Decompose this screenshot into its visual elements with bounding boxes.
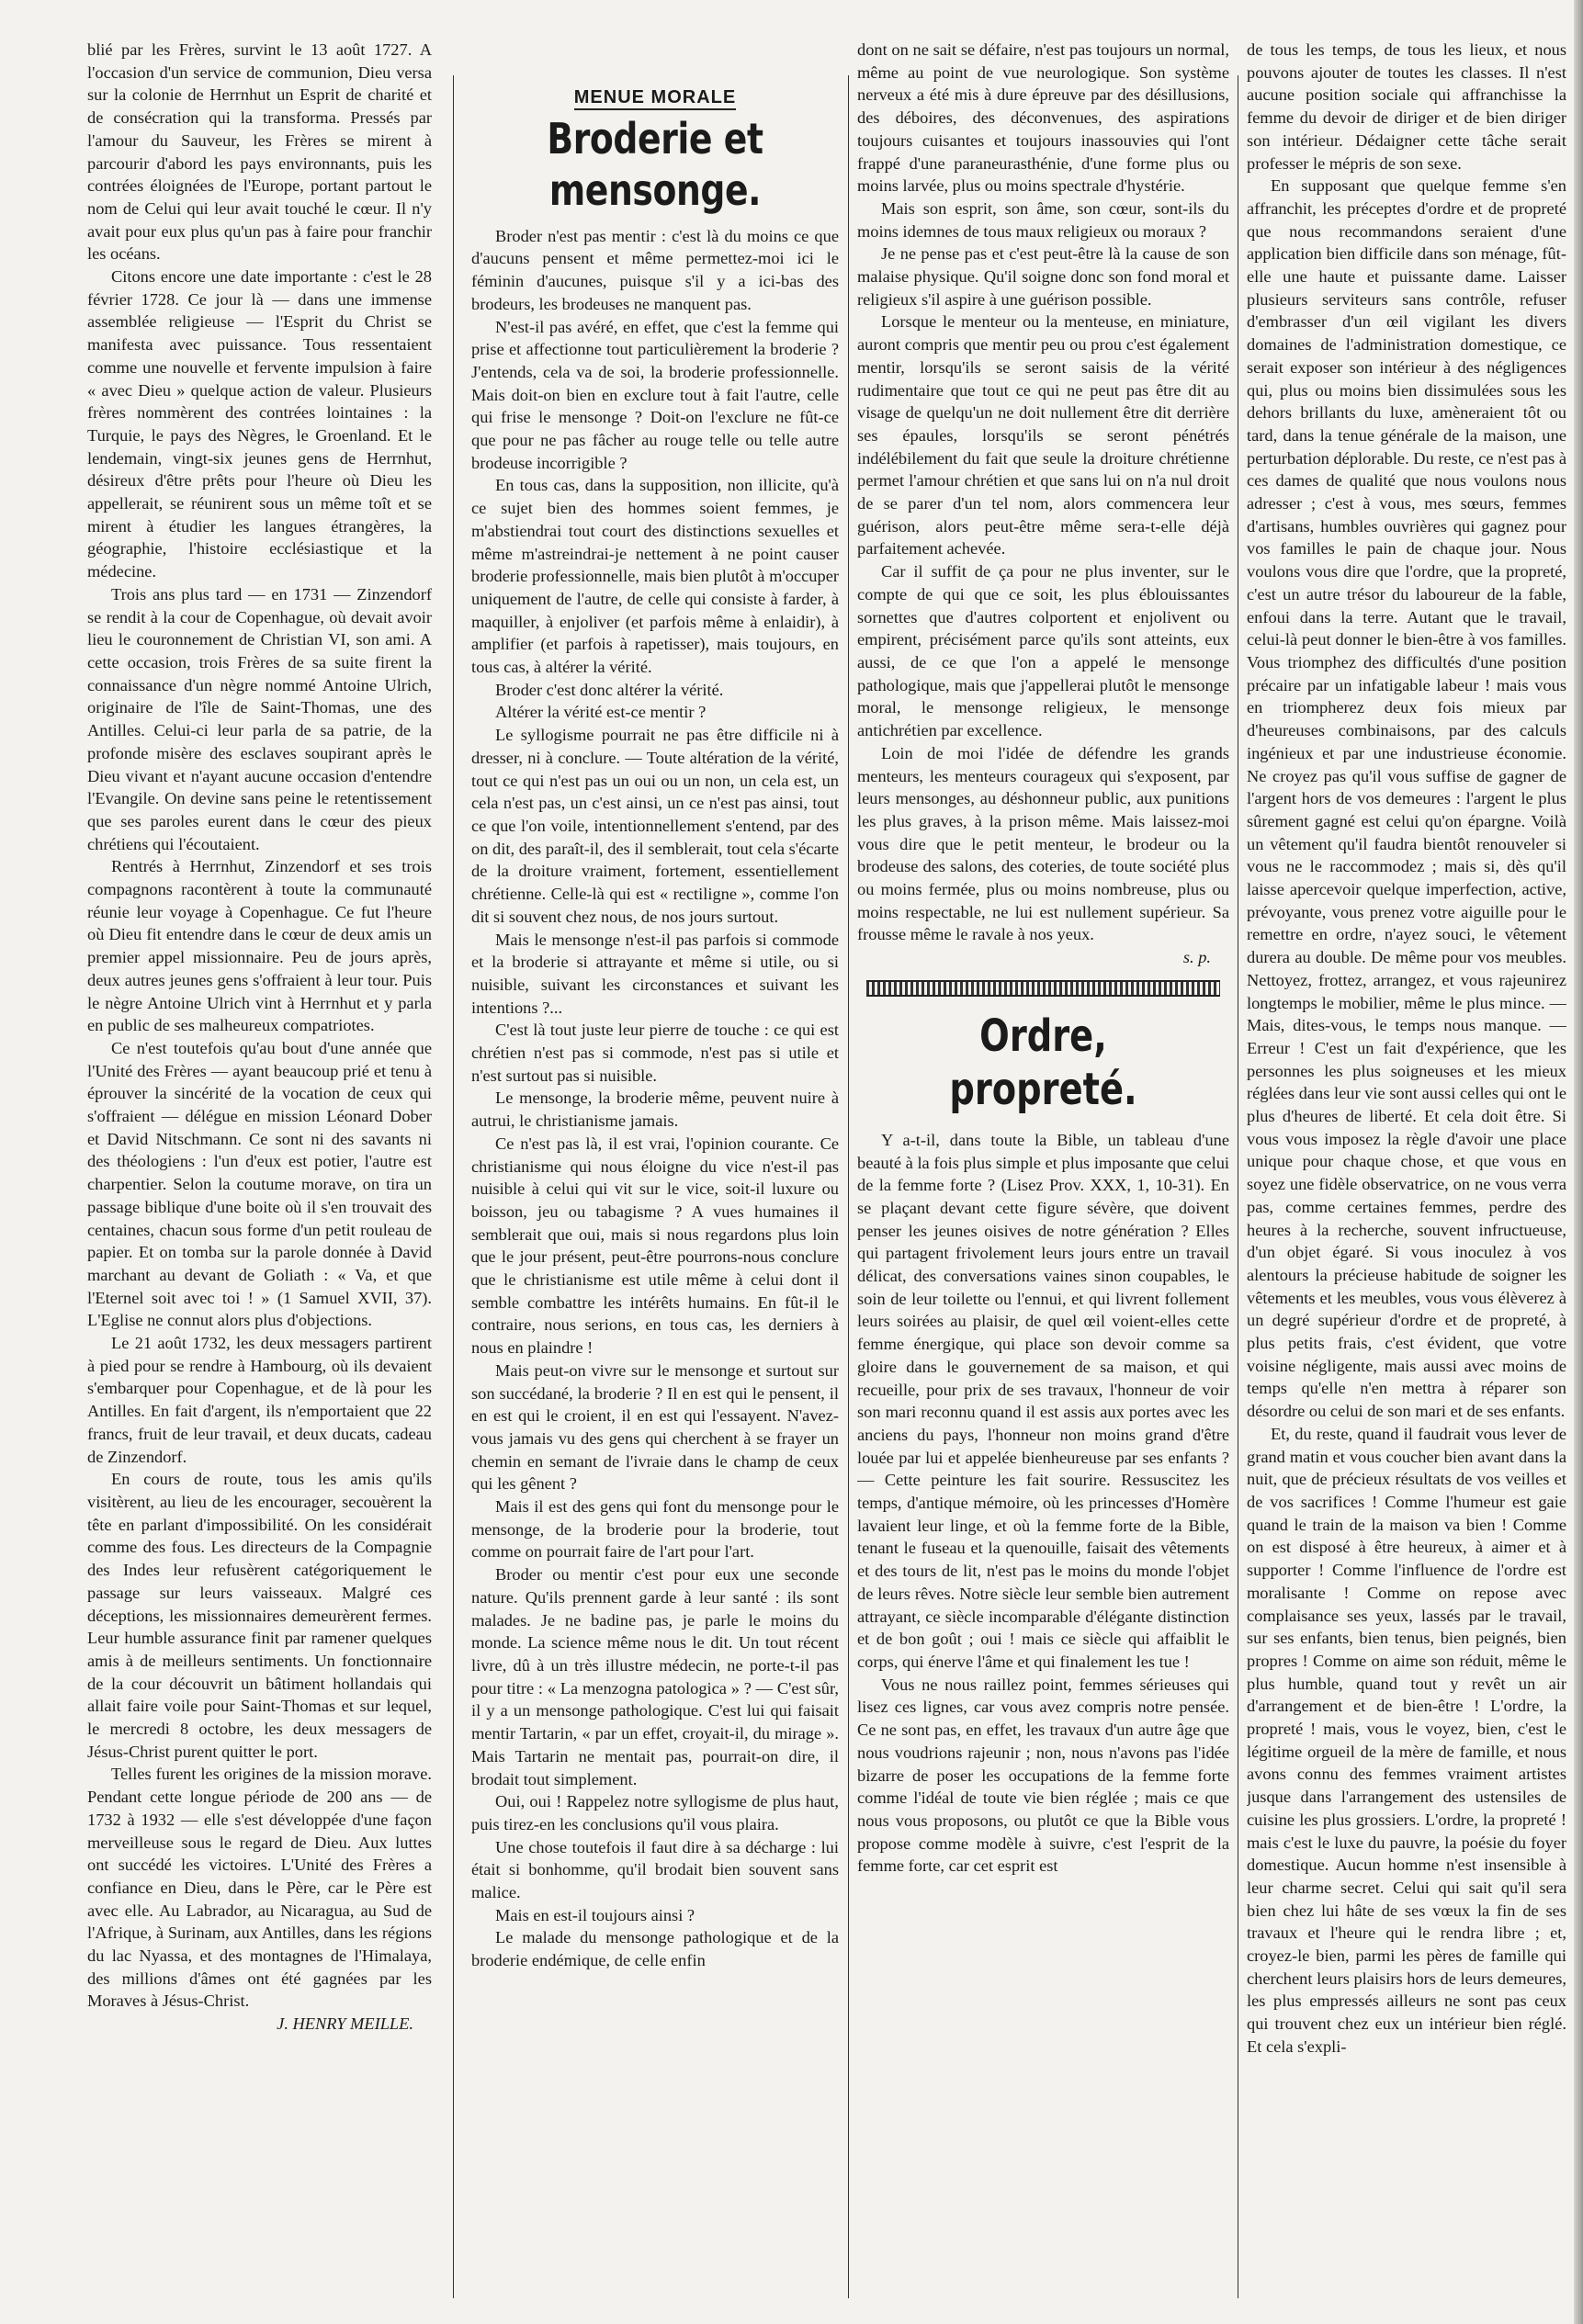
paragraph: Ce n'est pas là, il est vrai, l'opinion courante. Ce christianisme qui nous éloigne du vice n'est-il pas nuisible à celui qui vit sur le vice, soit-il luxure ou boisson, jeu ou tabagisme ? A vues humaines il semblerait que oui, mais si nous regardons plus loin que le jour présent, peut-être pourrons-nous conclure que le christianisme est utile même à celui dont il semble combattre les intérêts humains. En fût-il le contraire, nous serions, en tous cas, les derniers à nous en plaindre ! xyxy=(471,1134,839,1358)
paragraph: Vous ne nous raillez point, femmes sérieuses qui lisez ces lignes, car vous avez compris notre pensée. Ce ne sont pas, en effet, les travaux d'un autre âge que nous voudrions rajeunir ; non, nous n'avons pas l'idée bizarre de poser les occupations de la femme forte comme l'idéal de toute vie bien réglée ; mais ce que nous vous proposons, ou plutôt ce que la Bible vous propose comme modèle à suivre, c'est l'esprit de la femme forte, car cet esprit est xyxy=(857,1675,1229,1876)
paragraph: En tous cas, dans la supposition, non illicite, qu'à ce sujet bien des hommes soient femmes, je m'abstiendrai tout court des distinctions sexuelles et même m'astreindrai-je nettement à ne point causer broderie professionnelle, mais bien plutôt à m'occuper uniquement de l'autre, de celle qui consiste à farder, à maquiller, à enjoliver (et parfois même à enlaidir), à amplifier (et parfois à rapetisser), mais toujours, en tous cas, à altérer la vérité. xyxy=(471,476,839,677)
paragraph: de tous les temps, de tous les lieux, et nous pouvons ajouter de toutes les classes. Il n'est aucune position sociale qui affranchisse la femme du devoir de diriger et de bien diriger son intérieur. Dédaigner cette tâche serait professer le mépris de son sexe. xyxy=(1247,40,1566,173)
paragraph: Et, du reste, quand il faudrait vous lever de grand matin et vous coucher bien avant dans la nuit, que de précieux résultats de vos veilles et de vos sacrifices ! Comme l'humeur est gaie quand le train de la maison va bien ! Comme on est disposé à être heureux, à aimer et à supporter ! Comme l'influence de l'ordre est moralisante ! Comme on repose avec complaisance ses yeux, lassés par le travail, sur ses enfants, bien tenus, bien peignés, bien propres ! Comme on aime son réduit, même le plus humble, quand tout y revêt un air d'arrangement et de bien-être ! L'ordre, la propreté ! mais, vous le voyez, bien, c'est le légitime orgueil de la mère de famille, et nous avons connu des femmes vraiment artistes jusque dans l'arrangement des ustensiles de cuisine les plus grossiers. L'ordre, la propreté ! mais c'est le luxe du pauvre, la poésie du foyer domestique. Aucun homme n'est insensible à leur charme secret. Celui qui sait qu'il sera bien chez lui hâte de ses vœux la fin de ses travaux et l'heure qui le rendra libre ; et, croyez-le bien, parmi les pères de famille qui cherchent leurs plaisirs hors de leurs demeures, les plus empressés ailleurs ne sont pas ceux qui trouvent chez eux un intérieur bien réglé. Et cela s'expli- xyxy=(1247,1424,1566,2056)
paragraph: dont on ne sait se défaire, n'est pas toujours un normal, même au point de vue neurologique. Son système nerveux a été mis à dure épreuve par des désillusions, des déboires, des déconvenues, des aspirations toujours cuisantes et toujours inassouvies qui l'ont frappé d'une paraneurasthénie, d'une forme plus ou moins larvée, plus ou moins spectrale d'hystérie. xyxy=(857,40,1229,196)
column-4 xyxy=(1247,39,1566,2298)
paragraph: Lorsque le menteur ou la menteuse, en miniature, auront compris que mentir peu ou prou c'est également mentir, lorsqu'ils se seront saisis de la vérité rudimentaire que tout ce qui ne peut pas être dit au visage de quelqu'un ne doit nullement être dit derrière ses épaules, lorsqu'ils se seront pénétrés indélébilement du fait que seule la droiture chrétienne permet l'amour chrétien et que sans lui on n'a nul droit de se parer d'un tel nom, alors commencera leur guérison, alors peut-être même sera-t-elle déjà parfaitement achevée. xyxy=(857,312,1229,558)
paragraph: Citons encore une date importante : c'est le 28 février 1728. Ce jour là — dans une immense assemblée religieuse — l'Esprit du Christ se manifesta avec puissance. Tous ressentaient comme une nouvelle et fervente impulsion à faire « avec Dieu » quelque action de valeur. Plusieurs frères nommèrent des contrées lointaines : la Turquie, le pays des Nègres, le Groenland. Et le lendemain, vingt-six jeunes gens de Herrnhut, désireux d'être prêts pour l'heure où Dieu les appellerait, se réunirent sous un même toît et se mirent à étudier les langues étrangères, la géographie, l'histoire ecclésiastique et la médecine. xyxy=(87,267,432,581)
article-headline: Ordre, propreté. xyxy=(949,1010,1137,1115)
ornamental-divider xyxy=(866,980,1220,997)
paragraph: Broder ou mentir c'est pour eux une seconde nature. Qu'ils prennent garde à leur santé : ils sont malades. Je ne badine pas, je parle le moins du monde. La science même nous le dit. Un tout récent livre, dû à un très illustre médecin, ne porte-t-il pas pour titre : « La menzogna patologica » ? — C'est sûr, il y a un mensonge pathologique. C'est lui qui faisait mentir Tartarin, « par un effet, croyait-il, du mirage ». Mais Tartarin ne mentait pas, pourrait-on dire, il brodait tout simplement. xyxy=(471,1565,839,1788)
column-2 xyxy=(471,39,839,2298)
column-1 xyxy=(87,39,432,2298)
paragraph: Y a-t-il, dans toute la Bible, un tableau d'une beauté à la fois plus simple et plus imposante que celui de la femme forte ? (Lisez Prov. XXX, 1, 10-31). En se plaçant devant cette figure sévère, que doivent penser les jeunes oisives de notre génération ? Elles qui partagent frivolement leurs jours entre un travail délicat, des conversations vaines sinon coupables, le soin de leur toilette ou l'ennui, et qui livrent follement leurs soirées au plaisir, de quel œil voient-elles cette femme énergique, qui place son devoir comme sa gloire dans le gouvernement de sa maison, et qui recueille, pour prix de ses travaux, l'honneur de voir son mari reconnu quand il est assis aux portes avec les anciens du pays, l'honneur non moins grand d'être louée par lui et appelée bienheureuse par ses enfants ? — Cette peinture les fait sourire. Ressuscitez les temps, d'antique mémoire, où les princesses d'Homère lavaient leur linge, et où la femme forte de la Bible, tenant le fuseau et la quenouille, faisait des vêtements et des tours de lit, n'est pas le moins du monde l'objet de leurs rêves. Notre siècle leur semble bien autrement attrayant, ce siècle incomparable d'élégante distinction et de bon goût ; oui ! mais ce siècle qui affaiblit le corps, qui énerve l'âme et qui finalement les tue ! xyxy=(857,1130,1229,1671)
paragraph: Le 21 août 1732, les deux messagers partirent à pied pour se rendre à Hambourg, où ils devaient s'embarquer pour Copenhague, et de là pour les Antilles. En fait d'argent, ils n'emportaient que 22 francs, fruit de leur travail, et deux ducats, cadeau de Zinzendorf. xyxy=(87,1334,432,1466)
column-3 xyxy=(857,39,1229,2298)
paragraph: Je ne pense pas et c'est peut-être là la cause de son malaise physique. Qu'il soigne donc son fond moral et religieux s'il aspire à une guérison possible. xyxy=(857,244,1229,309)
section-rubric: MENUE MORALE xyxy=(471,86,839,109)
paragraph: Telles furent les origines de la mission morave. Pendant cette longue période de 200 ans — de 1732 à 1932 — elle s'est développée d'une façon merveilleuse sous le regard de Dieu. Aux luttes ont succédé les victoires. L'Unité des Frères a confiance en Dieu, dans le Père, car le Père est avec elle. Au Labrador, au Nicaragua, au Sud de l'Afrique, à Surinam, aux Antilles, dans les régions du lac Nyassa, et des montagnes de l'Himalaya, des millions d'âmes ont été gagnées par les Moraves à Jésus-Christ. xyxy=(87,1765,432,2011)
paragraph: Rentrés à Herrnhut, Zinzendorf et ses trois compagnons racontèrent à toute la communauté réunie leur voyage à Copenhague. Ce fut l'heure où Dieu fit entendre dans le cœur de deux amis un premier appel missionnaire. Peu de jours après, deux autres jeunes gens s'offraient à leur tour. Puis le nègre Antoine Ulrich vint à Herrnhut et y parla en public de ses malheureux compatriotes. xyxy=(87,857,432,1035)
paragraph: Mais son esprit, son âme, son cœur, sont-ils du moins idemnes de tous maux religieux ou moraux ? xyxy=(857,198,1229,241)
paragraph: Trois ans plus tard — en 1731 — Zinzendorf se rendit à la cour de Copenhague, où devait avoir lieu le couronnement de Christian VI, son ami. A cette occasion, trois Frères de sa suite firent la connaissance d'un nègre nommé Antoine Ulrich, originaire de l'île de Saint-Thomas, une des Antilles. Celui-ci leur parla de sa patrie, de la profonde misère des esclaves soupirant après le Dieu vivant et n'ayant aucune occasion d'entendre l'Evangile. On devine sans peine le retentissement que ses paroles eurent dans le cœur des pieux chrétiens qui l'écoutaient. xyxy=(87,584,432,853)
paragraph: En supposant que quelque femme s'en affranchit, les préceptes d'ordre et de propreté que nous recommandons seraient d'une application bien difficile dans son ménage, fût-elle une haute et puissante dame. Laisser plusieurs serviteurs sans contrôle, refuser d'embrasser d'un œil vigilant les divers domaines de l'administration domestique, ce serait exposer son intérieur à des négligences qui, plus ou moins bien dissimulées sous les dehors brillants du luxe, amèneraient tôt ou tard, dans la tenue générale de la maison, une perturbation déplorable. Du reste, ce n'est pas à ces dames de qualité que nous voulons nous adresser ; c'est à vous, mes sœurs, femmes d'artisans, humbles ouvrières qui gagnez pour vos familles le pain de chaque jour. Nous voulons vous dire que l'ordre, que la propreté, c'est un autre trésor du laboureur de la fable, enfoui dans la terre. Autant que le travail, celui-là peut donner le bien-être à vos familles. Vous triomphez des difficultés d'une position précaire par un infatigable labeur ! mais vous en triompherez deux fois mieux par d'heureuses combinaisons, par des calculs ingénieux et par une industrieuse économie. Ne croyez pas qu'il vous suffise de gagner de l'argent hors de vos demeures : l'argent le plus sûrement gagné est celui qu'on épargne. Voilà un vêtement qu'il faudra bientôt renouveler si vous ne le raccommodez ; mais si, dès qu'il laisse apercevoir quelque imperfection, active, prévoyante, vous prenez votre aiguille pour le remettre en ordre, n'ayez souci, le vêtement durera au double. De même pour vos meubles. Nettoyez, frottez, arrangez, et vous rajeunirez longtemps le mobilier, même le plus mince. — Mais, dites-vous, le temps nous manque. — Erreur ! C'est un fait d'expérience, que les personnes les plus soigneuses et les mieux réglées dans leur vie sont aussi celles qui ont le plus d'heures de liberté. Et cela doit être. Si vous vous imposez la règle d'avoir une place unique pour chaque chose, et que vous en soyez une fidèle observatrice, on ne vous verra pas, comme certaines femmes, perdre des heures à la recherche, souvent infructueuse, d'un objet égaré. Si vous inoculez à vos alentours la précieuse habitude de soigner les vêtements et les meubles, vous vous élèverez à un degré supérieur d'ordre et de propreté, à plus petits frais, c'est évident, que votre voisine négligente, mais aussi avec moins de temps qu'elle n'en mettra à réparer son désordre ou celui de son mari et de ses enfants. xyxy=(1247,176,1566,1421)
column-rule xyxy=(453,75,454,2298)
paragraph: Mais le mensonge n'est-il pas parfois si commode et la broderie si attrayante et même si utile, ou si nuisible, suivant les circonstances et suivant les intentions ?... xyxy=(471,930,839,1017)
paragraph: blié par les Frères, survint le 13 août 1727. A l'occasion d'un service de communion, Dieu versa sur la colonie de Herrnhut un Esprit de charité et de consécration qui la transforma. Pressés par l'amour du Sauveur, les Frères se mirent à parcourir d'abord les pays environnants, puis les contrées éloignées de l'Europe, portant partout le nom de Celui qui leur avait touché le cœur. Il n'y avait pour eux plus qu'un pas à faire pour franchir les océans. xyxy=(87,40,432,264)
paragraph: Broder c'est donc altérer la vérité. xyxy=(495,680,724,699)
paragraph: Loin de moi l'idée de défendre les grands menteurs, les menteurs courageux qui s'exposent, par leurs mensonges, au déshonneur public, aux punitions les plus graves, à la prison même. Mais laissez-moi vous dire que le petit menteur, le brodeur ou la brodeuse des salons, des coteries, de toute société plus ou moins fermée, plus ou moins nombreuse, plus ou moins respectable, ne lui est nullement supérieur. Sa frousse même le ravale à nos yeux. xyxy=(857,743,1229,944)
author-signature: s. p. xyxy=(1182,948,1211,967)
paragraph: Altérer la vérité est-ce mentir ? xyxy=(495,703,707,722)
paragraph: Ce n'est toutefois qu'au bout d'une année que l'Unité des Frères — ayant beaucoup prié et tenu à éprouver la sincérité de la vocation de ceux qui s'offraient — délégue en mission Léonard Dober et David Nitschmann. Ce sont ni des savants ni des théologiens : l'un d'eux est potier, l'autre est charpentier. Selon la coutume morave, on tira un passage biblique d'une boite où il s'en trouvait des centaines, chacun sous forme d'un petit rouleau de papier. Et on tomba sur la parole donnée à David marchant au devant de Goliath : « Va, et que l'Eternel soit avec toi ! » (1 Samuel XVII, 37). L'Eglise ne connut alors plus d'objections. xyxy=(87,1038,432,1330)
paragraph: Le mensonge, la broderie même, peuvent nuire à autrui, le christianisme jamais. xyxy=(471,1089,839,1131)
paragraph: En cours de route, tous les amis qu'ils visitèrent, au lieu de les encourager, secouèrent la tête en parlant d'impossibilité. On les considérait comme des fous. Les directeurs de la Compagnie des Indes leur refusèrent catégoriquement le passage sur leurs vaisseaux. Malgré ces déceptions, les missionnaires demeurèrent fermes. Leur humble assurance finit par ramener quelques amis à de meilleurs sentiments. Un fonctionnaire de la cour découvrit un bâtiment hollandais qui allait faire voile pour Saint-Thomas et sur lequel, le mercredi 8 octobre, les deux messagers de Jésus-Christ purent quitter le port. xyxy=(87,1470,432,1761)
newspaper-page xyxy=(87,39,1566,2298)
paragraph: Mais peut-on vivre sur le mensonge et surtout sur son succédané, la broderie ? Il en est qui le pensent, il en est qui le croient, il en est qui l'essayent. N'avez-vous jamais vu des gens qui cherchent à se frayer un chemin en semant de l'ivraie dans le champ de ceux qui les gênent ? xyxy=(471,1360,839,1494)
page-edge-shadow xyxy=(1574,0,1583,2324)
paragraph: Le malade du mensonge pathologique et de la broderie endémique, de celle enfin xyxy=(471,1928,839,1970)
paragraph: Mais il est des gens qui font du mensonge pour le mensonge, de la broderie pour la broderie, tout comme on pourrait faire de l'art pour l'art. xyxy=(471,1497,839,1562)
paragraph: Broder n'est pas mentir : c'est là du moins ce que d'aucuns pensent et même permettez-moi ici le féminin d'aucunes, puisque s'il y a ici-bas des brodeurs, les brodeuses ne manquent pas. xyxy=(471,226,839,313)
paragraph: Oui, oui ! Rappelez notre syllogisme de plus haut, puis tirez-en les conclusions qu'il vous plaira. xyxy=(471,1792,839,1833)
paragraph: Le syllogisme pourrait ne pas être difficile ni à dresser, ni à conclure. — Toute altération de la vérité, tout ce qui n'est pas un oui ou un non, un cela est, un cela n'est pas, un c'est ainsi, un ce n'est pas ainsi, tout ce que l'on voile, intentionnellement s'entend, par des on dit, des paraît-il, des il semblerait, tout cela s'écarte de la droiture vraiment, fortement, essentiellement chrétienne. Celle-là qui est « rectiligne », comme l'on dit si souvent chez nous, de nos jours surtout. xyxy=(471,726,839,926)
article-headline: Broderie et mensonge. xyxy=(547,113,763,215)
column-rule xyxy=(848,75,849,2298)
paragraph: N'est-il pas avéré, en effet, que c'est la femme qui prise et affectionne tout particulièrement la broderie ? J'entends, cela va de soi, la broderie professionnelle. Mais doit-on bien en exclure tout à fait l'autre, celle qui frise le mensonge ? Doit-on l'exclure ne fût-ce que pour ne pas fâcher au rouge telle ou telle autre brodeuse incorrigible ? xyxy=(471,317,839,472)
author-signature: J. HENRY MEILLE. xyxy=(277,2014,413,2034)
paragraph: C'est là tout juste leur pierre de touche : ce qui est chrétien n'est pas si commode, n'est pas si utile et n'est surtout pas si nuisible. xyxy=(471,1021,839,1085)
paragraph: Car il suffit de ça pour ne plus inventer, sur le compte de qui que ce soit, les plus éblouissantes sornettes que d'autres colportent et enjolivent ou empirent, précisément parce qu'ils sont atteints, eux aussi, de ce que l'on a appelé le mensonge pathologique, mais que j'appellerai plutôt le mensonge moral, le mensonge religieux, le mensonge antichrétien par excellence. xyxy=(857,562,1229,740)
paragraph: Mais en est-il toujours ainsi ? xyxy=(495,1905,695,1924)
paragraph: Une chose toutefois il faut dire à sa décharge : lui était si bonhomme, qu'il brodait bien souvent sans malice. xyxy=(471,1837,839,1902)
